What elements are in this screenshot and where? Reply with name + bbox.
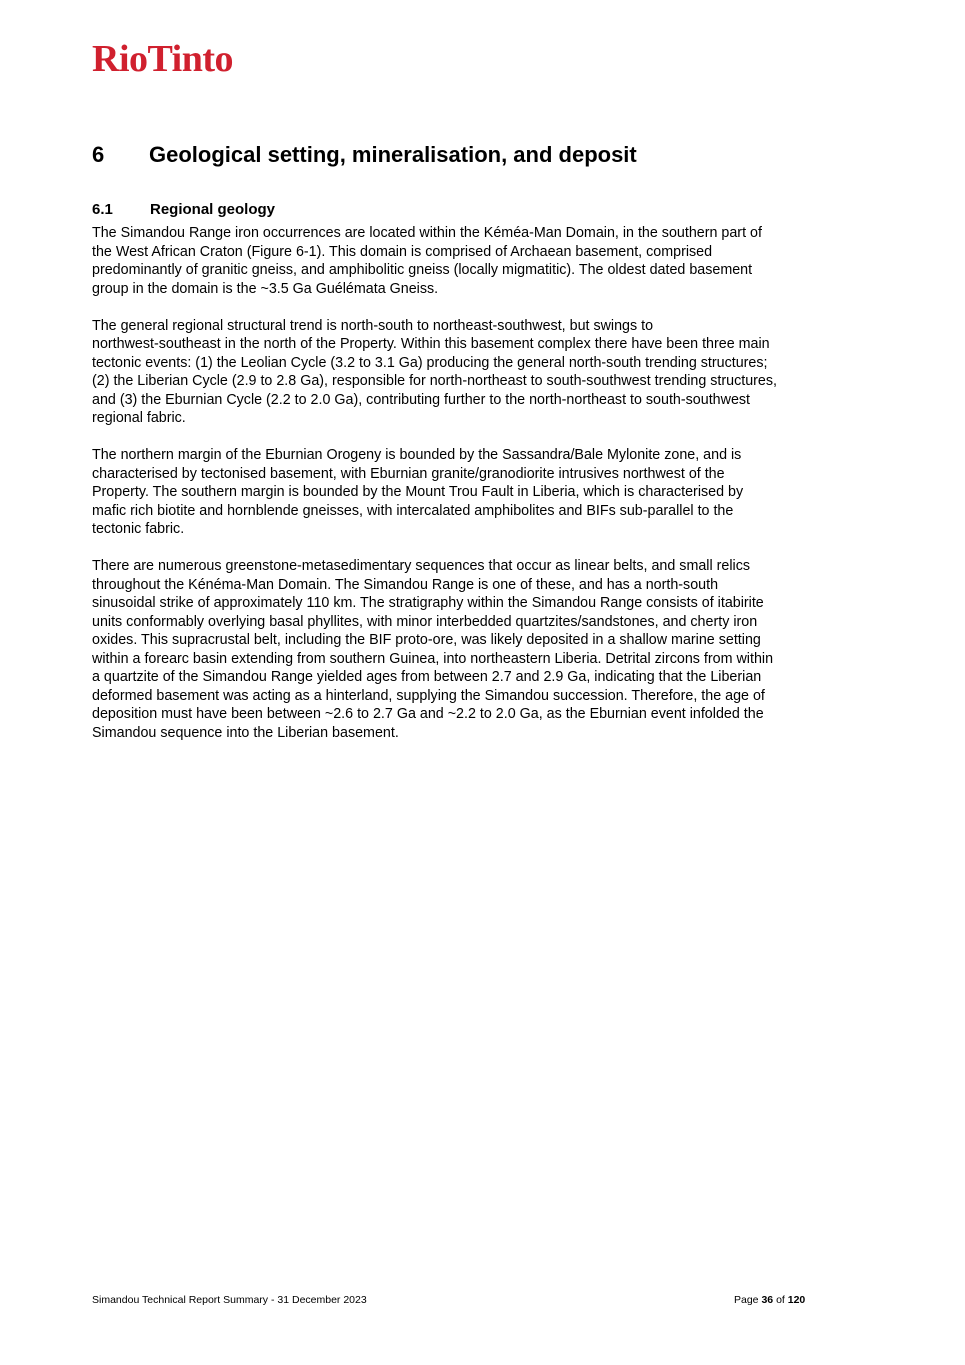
page-of: of <box>776 1294 785 1306</box>
paragraph-4 <box>92 557 872 742</box>
text-line: The Simandou Range iron occurrences are located within the Kéméa-Man Domain, in the southern part of <box>92 225 762 241</box>
footer-report-title: Simandou Technical Report Summary - 31 December 2023 <box>92 1294 367 1306</box>
text-line: Simandou sequence into the Liberian basement. <box>92 724 399 741</box>
text-line: mafic rich biotite and hornblende gneisses, with intercalated amphibolites and BIFs sub-parallel to the <box>92 502 734 519</box>
section-title: Geological setting, mineralisation, and deposit <box>149 142 637 167</box>
text-line: characterised by tectonised basement, with Eburnian granite/granodiorite intrusives northwest of the <box>92 465 725 482</box>
text-line: The northern margin of the Eburnian Orogeny is bounded by the Sassandra/Bale Mylonite zone, and is <box>92 447 742 463</box>
text-line: sinusoidal strike of approximately 110 km. The stratigraphy within the Simandou Range consists of itabirite <box>92 595 764 611</box>
text-line: the West African Craton (Figure 6-1). This domain is comprised of Archaean basement, comprised <box>92 243 713 260</box>
text-line: There are numerous greenstone-metasedimentary sequences that occur as linear belts, and small relics <box>92 558 750 574</box>
text-line: and (3) the Eburnian Cycle (2.2 to 2.0 Ga), contributing further to the north-northeast to south-southwest <box>92 391 751 408</box>
footer-page-number <box>734 1294 805 1307</box>
paragraph-3 <box>92 446 872 539</box>
section-number: 6 <box>92 142 105 167</box>
text-line: group in the domain is the ~3.5 Ga Guélémata Gneiss. <box>92 280 439 297</box>
text-line: tectonic events: (1) the Leolian Cycle (3.2 to 3.1 Ga) producing the general north-south trending structures; <box>92 354 768 371</box>
section-heading <box>92 141 637 169</box>
subsection-heading <box>92 201 275 219</box>
rio-tinto-logo: RioTinto <box>92 38 234 80</box>
page-current: 36 <box>761 1294 774 1306</box>
text-line: oxides. This supracrustal belt, including the BIF proto-ore, was likely deposited in a shallow marine setting <box>92 632 761 648</box>
page-total: 120 <box>787 1294 806 1306</box>
page-label: Page <box>734 1294 759 1306</box>
paragraph-2 <box>92 317 872 428</box>
text-line: The general regional structural trend is north-south to northeast-southwest, but swings to <box>92 317 654 334</box>
text-line: deformed basement was acting as a hinterland, supplying the Simandou succession. Therefore, the age of <box>92 687 765 704</box>
paragraph-1 <box>92 224 872 298</box>
text-line: within a forearc basin extending from southern Guinea, into northeastern Liberia. Detrital zircons from within <box>92 650 774 667</box>
text-line: units conformably overlying basal phyllites, with minor interbedded quartzites/sandstones, and cherty iron <box>92 613 758 630</box>
text-line: Property. The southern margin is bounded by the Mount Trou Fault in Liberia, which is characterised by <box>92 484 744 500</box>
body-text <box>92 224 872 761</box>
text-line: a quartzite of the Simandou Range yielded ages from between 2.7 and 2.9 Ga, indicating that the Liberian <box>92 669 762 685</box>
text-line: (2) the Liberian Cycle (2.9 to 2.8 Ga), responsible for north-northeast to south-southwest trending structures, <box>92 373 778 389</box>
text-line: tectonic fabric. <box>92 521 185 537</box>
text-line: throughout the Kénéma-Man Domain. The Simandou Range is one of these, and has a north-south <box>92 576 719 593</box>
text-line: deposition must have been between ~2.6 to 2.7 Ga and ~2.2 to 2.0 Ga, as the Eburnian event infolded the <box>92 706 764 722</box>
subsection-title: Regional geology <box>150 201 276 218</box>
text-line: predominantly of granitic gneiss, and amphibolitic gneiss (locally migmatitic). The oldest dated basement <box>92 262 753 278</box>
subsection-number: 6.1 <box>92 201 113 218</box>
text-line: northwest-southeast in the north of the Property. Within this basement complex there have been three main <box>92 336 770 352</box>
text-line: regional fabric. <box>92 410 186 426</box>
